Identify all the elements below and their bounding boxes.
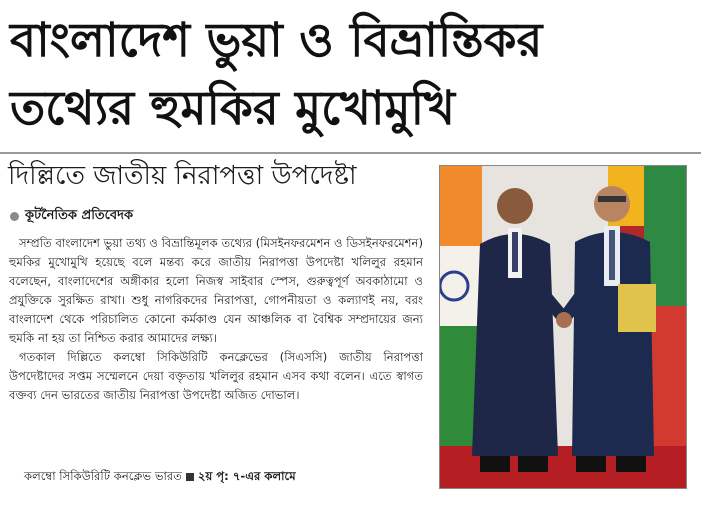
byline-text: কূটনৈতিক প্রতিবেদক: [25, 207, 134, 223]
photo-handshake: [440, 166, 686, 488]
paragraph-1: সম্প্রতি বাংলাদেশ ভুয়া তথ্য ও বিভ্রান্তিমূলক তথ্যের (মিসইনফরমেশন ও ডিসইনফরমেশন) হুমকির মুখোমুখি হয়েছে বলে মন্তব্য করে জাতীয় নিরাপত্তা উপদেষ্টা খলিলুর রহমান বলেছেন, বাংলাদেশের অঙ্গীকার হলো নিজস্ব সাইবার স্পেস, গুরুত্বপূর্ণ অবকাঠামো ও প্রযুক্তিকে সুরক্ষিত রাখা। শুধু নাগরিকদের নিরাপত্তা, গোপনীয়তা ও কল্যাণই নয়, বরং বাংলাদেশ থেকে পরিচালিত কোনো কর্মকাণ্ড যেন আঞ্চলিক বা বৈশ্বিক সম্প্রদায়ের জন্য হুমকি না হয় তা নিশ্চিত করার আমাদের লক্ষ্য।: [9, 236, 423, 345]
byline: [10, 205, 133, 227]
divider-rule: [0, 152, 701, 154]
bullet-icon: [10, 212, 19, 221]
jump-line: [24, 467, 424, 486]
headline-line-1: বাংলাদেশ ভুয়া ও বিভ্রান্তিকর: [10, 13, 543, 68]
square-icon: [186, 473, 194, 481]
article-photo: [439, 165, 687, 489]
jump-continued: ২য় পৃ: ৭-এর কলামে: [197, 469, 296, 483]
jump-label: কলম্বো সিকিউরিটি কনক্লেভ ভারত: [24, 469, 182, 483]
headline-line-2: তথ্যের হুমকির মুখোমুখি: [10, 81, 455, 136]
paragraph-2: গতকাল দিল্লিতে কলম্বো সিকিউরিটি কনক্লেভের (সিএসসি) জাতীয় নিরাপত্তা উপদেষ্টাদের সপ্তম সম্মেলনে দেয়া বক্তৃতায় খলিলুর রহমান এসব কথা বলেন। এতে স্বাগত বক্তব্য দেন ভারতের জাতীয় নিরাপত্তা উপদেষ্টা অজিত দোভাল।: [9, 350, 423, 402]
subheadline: দিল্লিতে জাতীয় নিরাপত্তা উপদেষ্টা: [8, 161, 357, 191]
article-body: [9, 234, 423, 405]
